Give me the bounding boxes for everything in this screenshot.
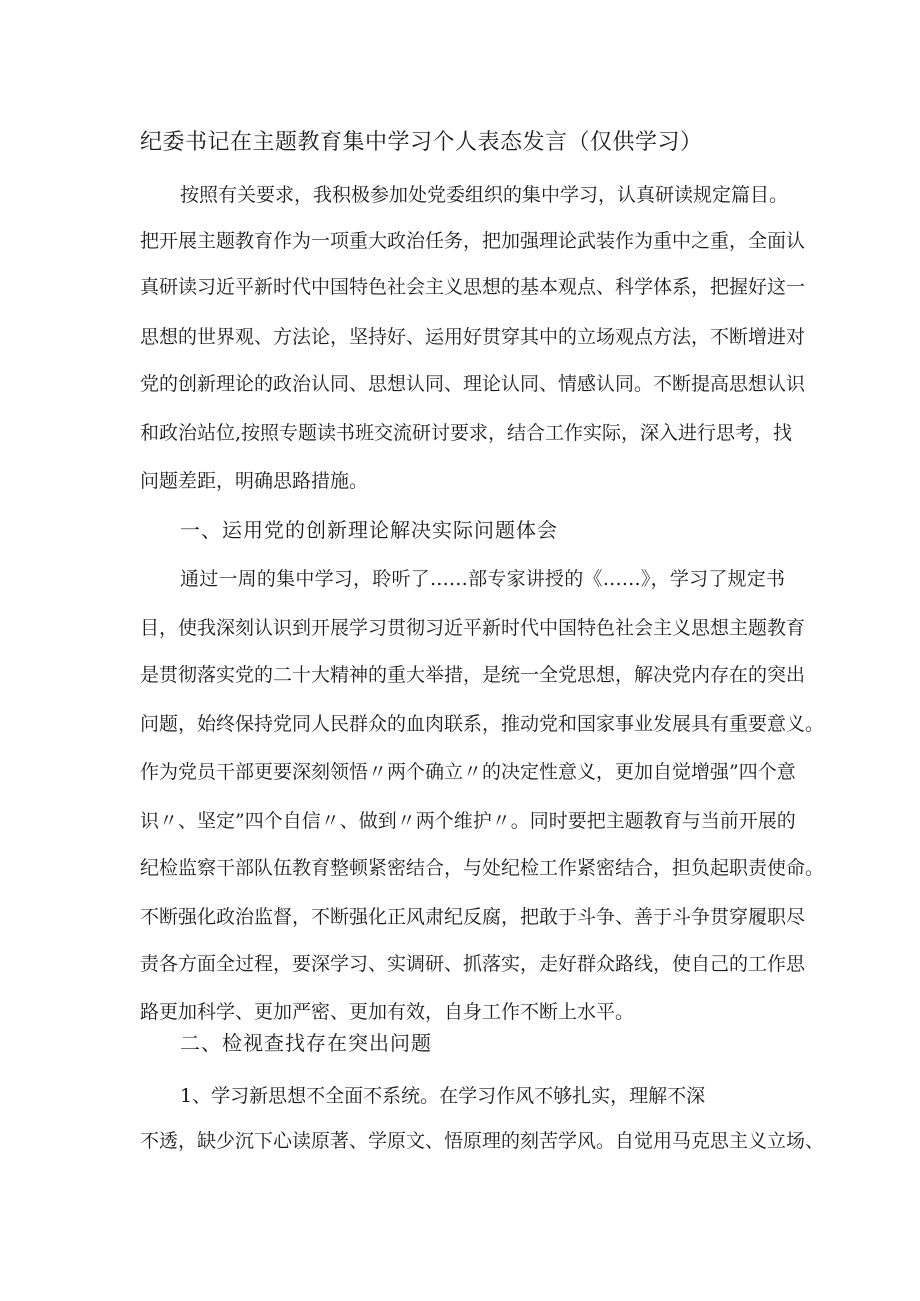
section-heading: 一、运用党的创新理论解决实际问题体会 [180,518,558,542]
paragraph-line: 通过一周的集中学习，聆听了……部专家讲授的《……》，学习了规定书 [180,568,785,590]
document-title: 纪委书记在主题教育集中学习个人表态发言（仅供学习） [140,130,703,155]
paragraph-line: 责各方面全过程，要深学习、实调研、抓落实，走好群众路线，使自己的工作思 [140,953,806,975]
paragraph-line: 目，使我深刻认识到开展学习贯彻习近平新时代中国特色社会主义思想主题教育 [140,617,806,639]
paragraph-line: 纪检监察干部队伍教育整顿紧密结合，与处纪检工作紧密结合，担负起职责使命。 [140,857,825,879]
paragraph-line: 不断强化政治监督，不断强化正风肃纪反腐，把敢于斗争、善于斗争贯穿履职尽 [140,906,806,928]
paragraph-line: 问题，始终保持党同人民群众的血肉联系，推动党和国家事业发展具有重要意义。 [140,713,825,735]
paragraph-line: 把开展主题教育作为一项重大政治任务，把加强理论武装作为重中之重，全面认 [140,230,806,252]
paragraph-line: 思想的世界观、方法论，坚持好、运用好贯穿其中的立场观点方法，不断增进对 [140,326,806,348]
section-heading: 二、检视查找存在突出问题 [180,1031,432,1055]
paragraph-line: 路更加科学、更加严密、更加有效，自身工作不断上水平。 [140,1001,635,1023]
paragraph-line: 和政治站位,按照专题读书班交流研讨要求，结合工作实际，深入进行思考，找 [140,422,793,444]
paragraph-line: 党的创新理论的政治认同、思想认同、理论认同、情感认同。不断提高思想认识 [140,373,806,395]
paragraph-line: 问题差距，明确思路措施。 [140,470,369,492]
paragraph-line: 是贯彻落实党的二十大精神的重大举措，是统一全党思想，解决党内存在的突出 [140,664,806,686]
paragraph-line: 识〃、坚定”四个自信〃、做到〃两个维护〃。同时要把主题教育与当前开展的 [140,810,796,832]
paragraph-line: 真研读习近平新时代中国特色社会主义思想的基本观点、科学体系，把握好这一 [140,276,806,298]
paragraph-line: 1、学习新思想不全面不系统。在学习作风不够扎实，理解不深 [180,1085,706,1107]
paragraph-line: 作为党员干部更要深刻领悟〃两个确立〃的决定性意义，更加自觉增强”四个意 [140,761,796,783]
paragraph-line: 不透，缺少沉下心读原著、学原文、悟原理的刻苦学风。自觉用马克思主义立场、 [140,1130,825,1152]
paragraph-line: 按照有关要求，我积极参加处党委组织的集中学习，认真研读规定篇目。 [180,184,789,206]
